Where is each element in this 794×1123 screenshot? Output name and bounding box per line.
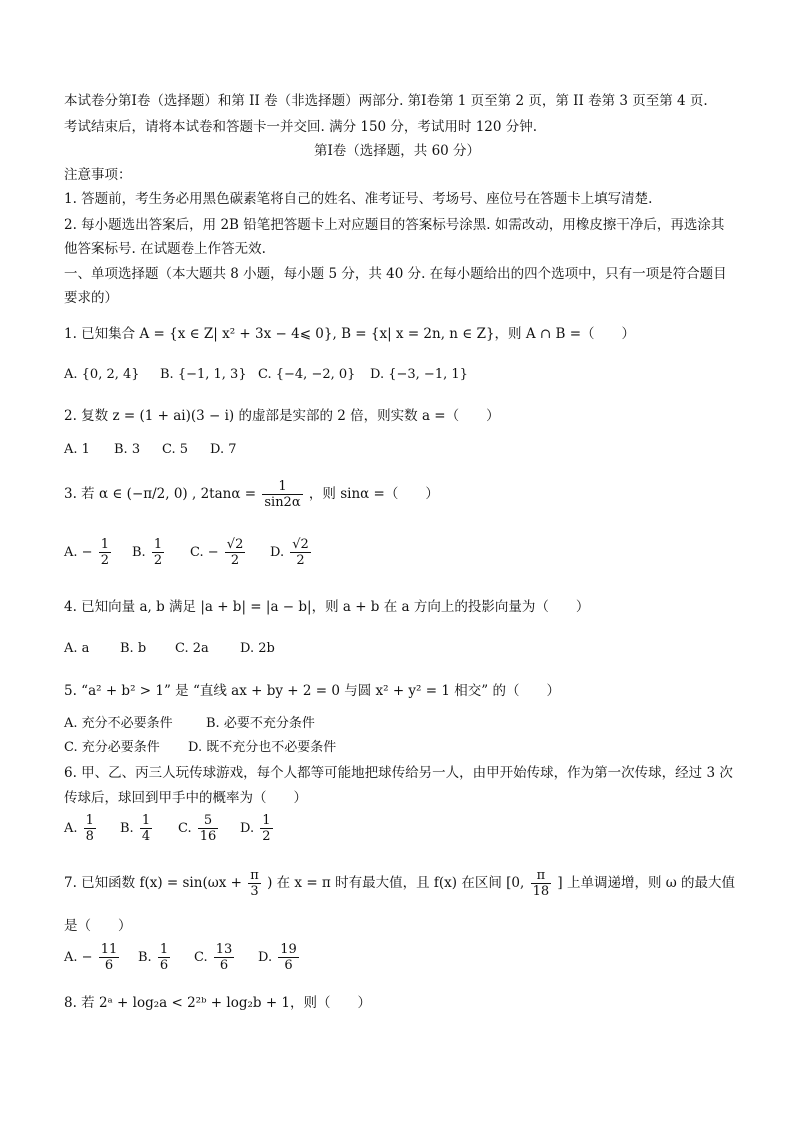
question-5-option-b: B. 必要不充分条件 [206, 716, 315, 731]
question-7-option-d: D. $\frac{19}{6}$ [258, 942, 297, 973]
question-4-option-c: C. 2a [175, 641, 209, 656]
question-3-option-d: D. $\frac{√2}{2}$ [270, 537, 309, 568]
question-3-fraction: $\frac{1}{\sin 2\alpha}$ [264, 479, 301, 510]
intro-line-1: 本试卷分第Ⅰ卷（选择题）和第 II 卷（非选择题）两部分. 第Ⅰ卷第 1 页至第 2 页，第 II 卷第 3 页至第 4 页. [64, 93, 708, 109]
question-7-option-b: B. $\frac{1}{6}$ [138, 942, 169, 973]
question-3-option-c: C. − $\frac{√2}{2}$ [190, 537, 244, 568]
question-6-option-b: B. $\frac{1}{4}$ [120, 813, 151, 844]
question-6-stem-line-2: 传球后，球回到甲手中的概率为（ ） [64, 790, 307, 806]
part1-instruction-line-1: 一、单项选择题（本大题共 8 小题，每小题 5 分，共 40 分. 在每小题给出的四个选项中，只有一项是符合题目 [64, 266, 727, 282]
question-6-option-c: C. $\frac{5}{16}$ [178, 813, 217, 844]
question-6-option-d: D. $\frac{1}{2}$ [240, 813, 271, 844]
question-2-option-c: C. 5 [162, 442, 189, 457]
question-2-option-a: A. 1 [64, 442, 90, 457]
question-1-option-a: A. {0, 2, 4} [64, 367, 140, 382]
question-4-option-a: A. a [64, 641, 90, 656]
question-7-fraction-2: $\frac{\pi}{18}$ [532, 868, 550, 899]
question-2-option-d: D. 7 [210, 442, 237, 457]
question-7-stem-line-2: 是（ ） [64, 918, 132, 934]
question-7-option-c: C. $\frac{13}{6}$ [194, 942, 233, 973]
question-8-stem: 8. 若 2ᵃ + log₂a < 2²ᵇ + log₂b + 1，则（ ） [64, 995, 372, 1011]
question-6-option-a: A. $\frac{1}{8}$ [64, 813, 94, 844]
question-4-stem: 4. 已知向量 a, b 满足 |a + b| = |a − b|，则 a + b 在 a 方向上的投影向量为（ ） [64, 599, 590, 615]
question-2-stem: 2. 复数 z = (1 + ai)(3 − i) 的虚部是实部的 2 倍，则实数 a =（ ） [64, 408, 500, 424]
notes-heading: 注意事项： [64, 167, 132, 183]
section-title: 第Ⅰ卷（选择题，共 60 分） [313, 143, 481, 159]
question-5-option-a: A. 充分不必要条件 [64, 716, 173, 731]
question-1-stem: 1. 已知集合 A = {x ∈ Z| x² + 3x − 4⩽ 0}, B = {x| x = 2n, n ∈ Z}，则 A ∩ B =（ ） [64, 326, 636, 342]
note-1: 1. 答题前，考生务必用黑色碳素笔将自己的姓名、准考证号、考场号、座位号在答题卡上填写清楚. [64, 191, 653, 207]
question-4-option-b: B. b [120, 641, 147, 656]
question-7-option-a: A. − $\frac{11}{6}$ [64, 942, 118, 973]
question-4-option-d: D. 2b [240, 641, 275, 656]
question-2-option-b: B. 3 [114, 442, 141, 457]
intro-line-2: 考试结束后，请将本试卷和答题卡一并交回. 满分 150 分，考试用时 120 分钟. [64, 119, 538, 135]
note-2-line-2: 他答案标号. 在试题卷上作答无效. [64, 241, 266, 257]
question-6-stem-line-1: 6. 甲、乙、丙三人玩传球游戏，每个人都等可能地把球传给另一人，由甲开始传球，作为第一次传球，经过 3 次 [64, 765, 733, 781]
question-3-option-a: A. − $\frac{1}{2}$ [64, 537, 109, 568]
question-3-option-b: B. $\frac{1}{2}$ [132, 537, 163, 568]
question-3-stem: 3. 若 α ∈ (−π/2, 0) , 2tanα = $\frac{1}{\sin 2\alpha}$ ，则 sinα =（ ） [64, 479, 439, 510]
question-7-fraction-1: $\frac{\pi}{3}$ [250, 868, 259, 899]
question-1-option-b: B. {−1, 1, 3} [160, 367, 247, 382]
question-3-interval: (−π/2, 0) [126, 486, 188, 502]
question-5-stem: 5. “a² + b² > 1” 是 “直线 ax + by + 2 = 0 与圆 x² + y² = 1 相交” 的（ ） [64, 683, 560, 699]
question-5-option-d: D. 既不充分也不必要条件 [188, 740, 337, 755]
question-7-stem-line-1: 7. 已知函数 f(x) = sin(ωx + $\frac{\pi}{3}$ ) 在 x = π 时有最大值，且 f(x) 在区间 [0, $\frac{\pi}{18}$ ] 上单调递增，则 ω 的最大值 [64, 868, 736, 899]
question-1-option-c: C. {−4, −2, 0} [258, 367, 356, 382]
question-5-option-c: C. 充分必要条件 [64, 740, 160, 755]
part1-instruction-line-2: 要求的） [64, 290, 118, 306]
question-1-option-d: D. {−3, −1, 1} [370, 367, 468, 382]
note-2-line-1: 2. 每小题选出答案后，用 2B 铅笔把答题卡上对应题目的答案标号涂黑. 如需改动，用橡皮擦干净后，再选涂其 [64, 217, 725, 233]
